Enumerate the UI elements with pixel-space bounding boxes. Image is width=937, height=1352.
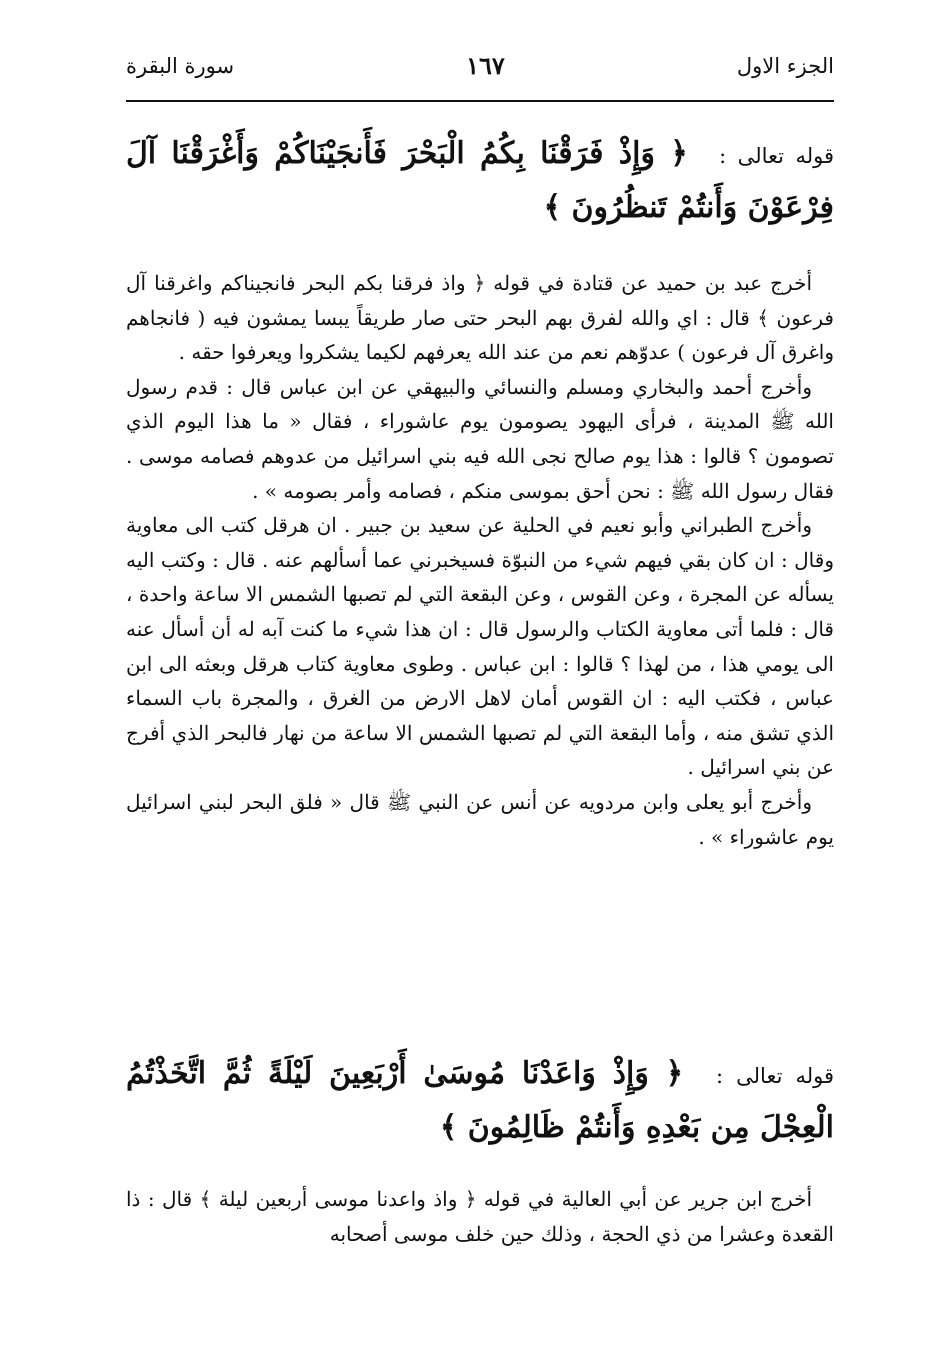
verse-lead: قوله تعالى :	[716, 1064, 834, 1088]
surah-label: سورة البقرة	[126, 54, 235, 78]
paragraph: أخرج ابن جرير عن أبي العالية في قوله ﴿ واذ واعدنا موسى أربعين ليلة ﴾ قال : ذا القعدة وعشرا من ذي الحجة ، وذلك حين خلف موسى أصحابه	[126, 1187, 834, 1246]
verse-text: ﴿ وَإِذْ وَاعَدْنَا مُوسَىٰ أَرْبَعِينَ لَيْلَةً ثُمَّ اتَّخَذْتُمُ الْعِجْلَ مِن بَعْدِهِ وَأَنتُمْ ظَالِمُونَ ﴾	[126, 1056, 834, 1145]
header-rule	[126, 100, 834, 102]
paragraph: وأخرج أحمد والبخاري ومسلم والنسائي والبيهقي عن ابن عباس قال : قدم رسول الله ﷺ المدينة ، فرأى اليهود يصومون يوم عاشوراء ، فقال « ما هذا اليوم الذي تصومون ؟ قالوا : هذا يوم صالح نجى الله فيه بني اسرائيل من عدوهم فصامه موسى . فقال رسول الله ﷺ : نحن أحق بموسى منكم ، فصامه وأمر بصومه » .	[126, 374, 834, 503]
running-header	[126, 48, 834, 100]
commentary-block-1	[126, 266, 834, 854]
page-number: ١٦٧	[466, 51, 505, 80]
verse-lead: قوله تعالى :	[719, 144, 835, 168]
verse-heading-1	[126, 128, 834, 234]
paragraph: وأخرج الطبراني وأبو نعيم في الحلية عن سعيد بن جبير . ان هرقل كتب الى معاوية وقال : ان كان بقي فيهم شيء من النبوّة فسيخبرني عما أسألهم عنه . قال : وكتب اليه يسأله عن المجرة ، وعن القوس ، وعن البقعة التي لم تصبها الشمس الا ساعة واحدة ، قال : فلما أتى معاوية الكتاب والرسول قال : ان هذا شيء ما كنت آبه له أن أسأل عنه الى يومي هذا ، من لهذا ؟ قالوا : ابن عباس . وطوى معاوية كتاب هرقل وبعثه الى ابن عباس ، فكتب اليه : ان القوس أمان لاهل الارض من الغرق ، والمجرة باب السماء الذي تشق منه ، وأما البقعة التي لم تصبها الشمس الا ساعة من نهار فالبحر الذي أفرج عن بني اسرائيل .	[126, 513, 834, 780]
paragraph: وأخرج أبو يعلى وابن مردويه عن أنس عن النبي ﷺ قال « فلق البحر لبني اسرائيل يوم عاشوراء » .	[126, 789, 834, 849]
paragraph: أخرج عبد بن حميد عن قتادة في قوله ﴿ واذ فرقنا بكم البحر فانجيناكم واغرقنا آل فرعون ﴾ قال : اي والله لفرق بهم البحر حتى صار طريقاً يبسا يمشون فيه ( فانجاهم واغرق آل فرعون ) عدوّهم نعم من عند الله يعرفهم لكيما يشكروا ويعرفوا حقه .	[126, 271, 834, 365]
verse-text: ﴿ وَإِذْ فَرَقْنَا بِكُمُ الْبَحْرَ فَأَنجَيْنَاكُمْ وَأَغْرَقْنَا آلَ فِرْعَوْنَ وَأَنتُمْ تَنظُرُونَ ﴾	[126, 136, 834, 225]
part-label: الجزء الاول	[736, 54, 834, 78]
verse-heading-2	[126, 1048, 834, 1154]
commentary-block-2	[126, 1182, 834, 1251]
